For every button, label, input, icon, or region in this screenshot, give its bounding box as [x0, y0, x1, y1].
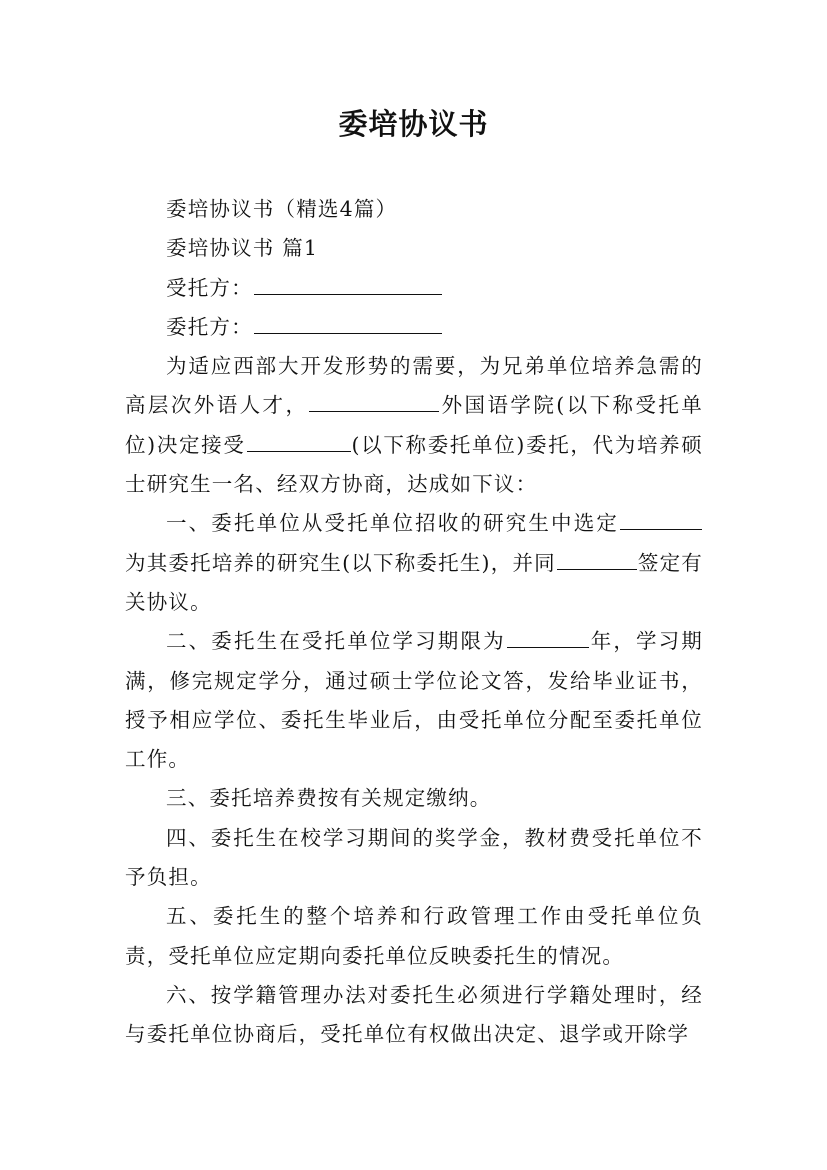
trustee-line [125, 269, 703, 308]
clause-4-paragraph: 四、委托生在校学习期间的奖学金，教材费受托单位不予负担。 [125, 825, 703, 890]
school-blank [309, 389, 439, 412]
clause-1-text-1: 一、委托单位从受托单位招收的研究生中选定 [166, 511, 619, 536]
trustor-unit-blank [247, 429, 351, 452]
clause-2-text-2: 年，学习期满，修完规定学分，通过硕士学位论文答，发给毕业证书，授予相应学位、委托生毕业后，由受托单位分配至委托单位工作。 [125, 629, 703, 772]
clause-5-paragraph: 五、委托生的整个培养和行政管理工作由受托单位负责，受托单位应定期向委托单位反映委托生的情况。 [125, 904, 703, 968]
clause-1-text-3: 签定有关协议。 [125, 550, 703, 614]
subtitle-line: 委培协议书（精选4篇） [166, 197, 398, 221]
document-body [125, 190, 703, 1055]
trustor-label: 委托方： [166, 314, 253, 339]
clause-1-paragraph [125, 504, 703, 622]
clause-3-paragraph: 三、委托培养费按有关规定缴纳。 [166, 786, 492, 811]
document-title: 委培协议书 [338, 107, 489, 141]
section-heading: 委培协议书 篇1 [166, 236, 319, 261]
clause-1-text-2: 为其委托培养的研究生(以下称委托生)，并同 [125, 550, 556, 575]
clause-6-paragraph: 六、按学籍管理办法对委托生必须进行学籍处理时，经与委托单位协商后，受托单位有权做出决定、退学或开除学 [125, 982, 703, 1047]
intro-text-3: (以下称委托单位)委托，代为培养硕士研究生一名、经双方协商，达成如下议： [125, 432, 703, 497]
student-blank [620, 507, 702, 530]
years-blank [507, 625, 589, 648]
clause-2-text-1: 二、委托生在受托单位学习期限为 [166, 629, 506, 654]
clause-2-paragraph [125, 622, 703, 779]
party-blank [557, 547, 637, 570]
trustor-line [125, 308, 703, 347]
trustor-blank [254, 311, 442, 334]
intro-text-1: 为适应西部大开发形势的需要，为兄弟单位培养急需的高层次外语人才， [125, 354, 703, 418]
trustee-label: 受托方： [166, 275, 253, 300]
intro-paragraph [125, 347, 703, 504]
trustee-blank [254, 272, 442, 295]
intro-text-2: 外国语学院(以下称受托单位)决定接受 [125, 393, 703, 457]
